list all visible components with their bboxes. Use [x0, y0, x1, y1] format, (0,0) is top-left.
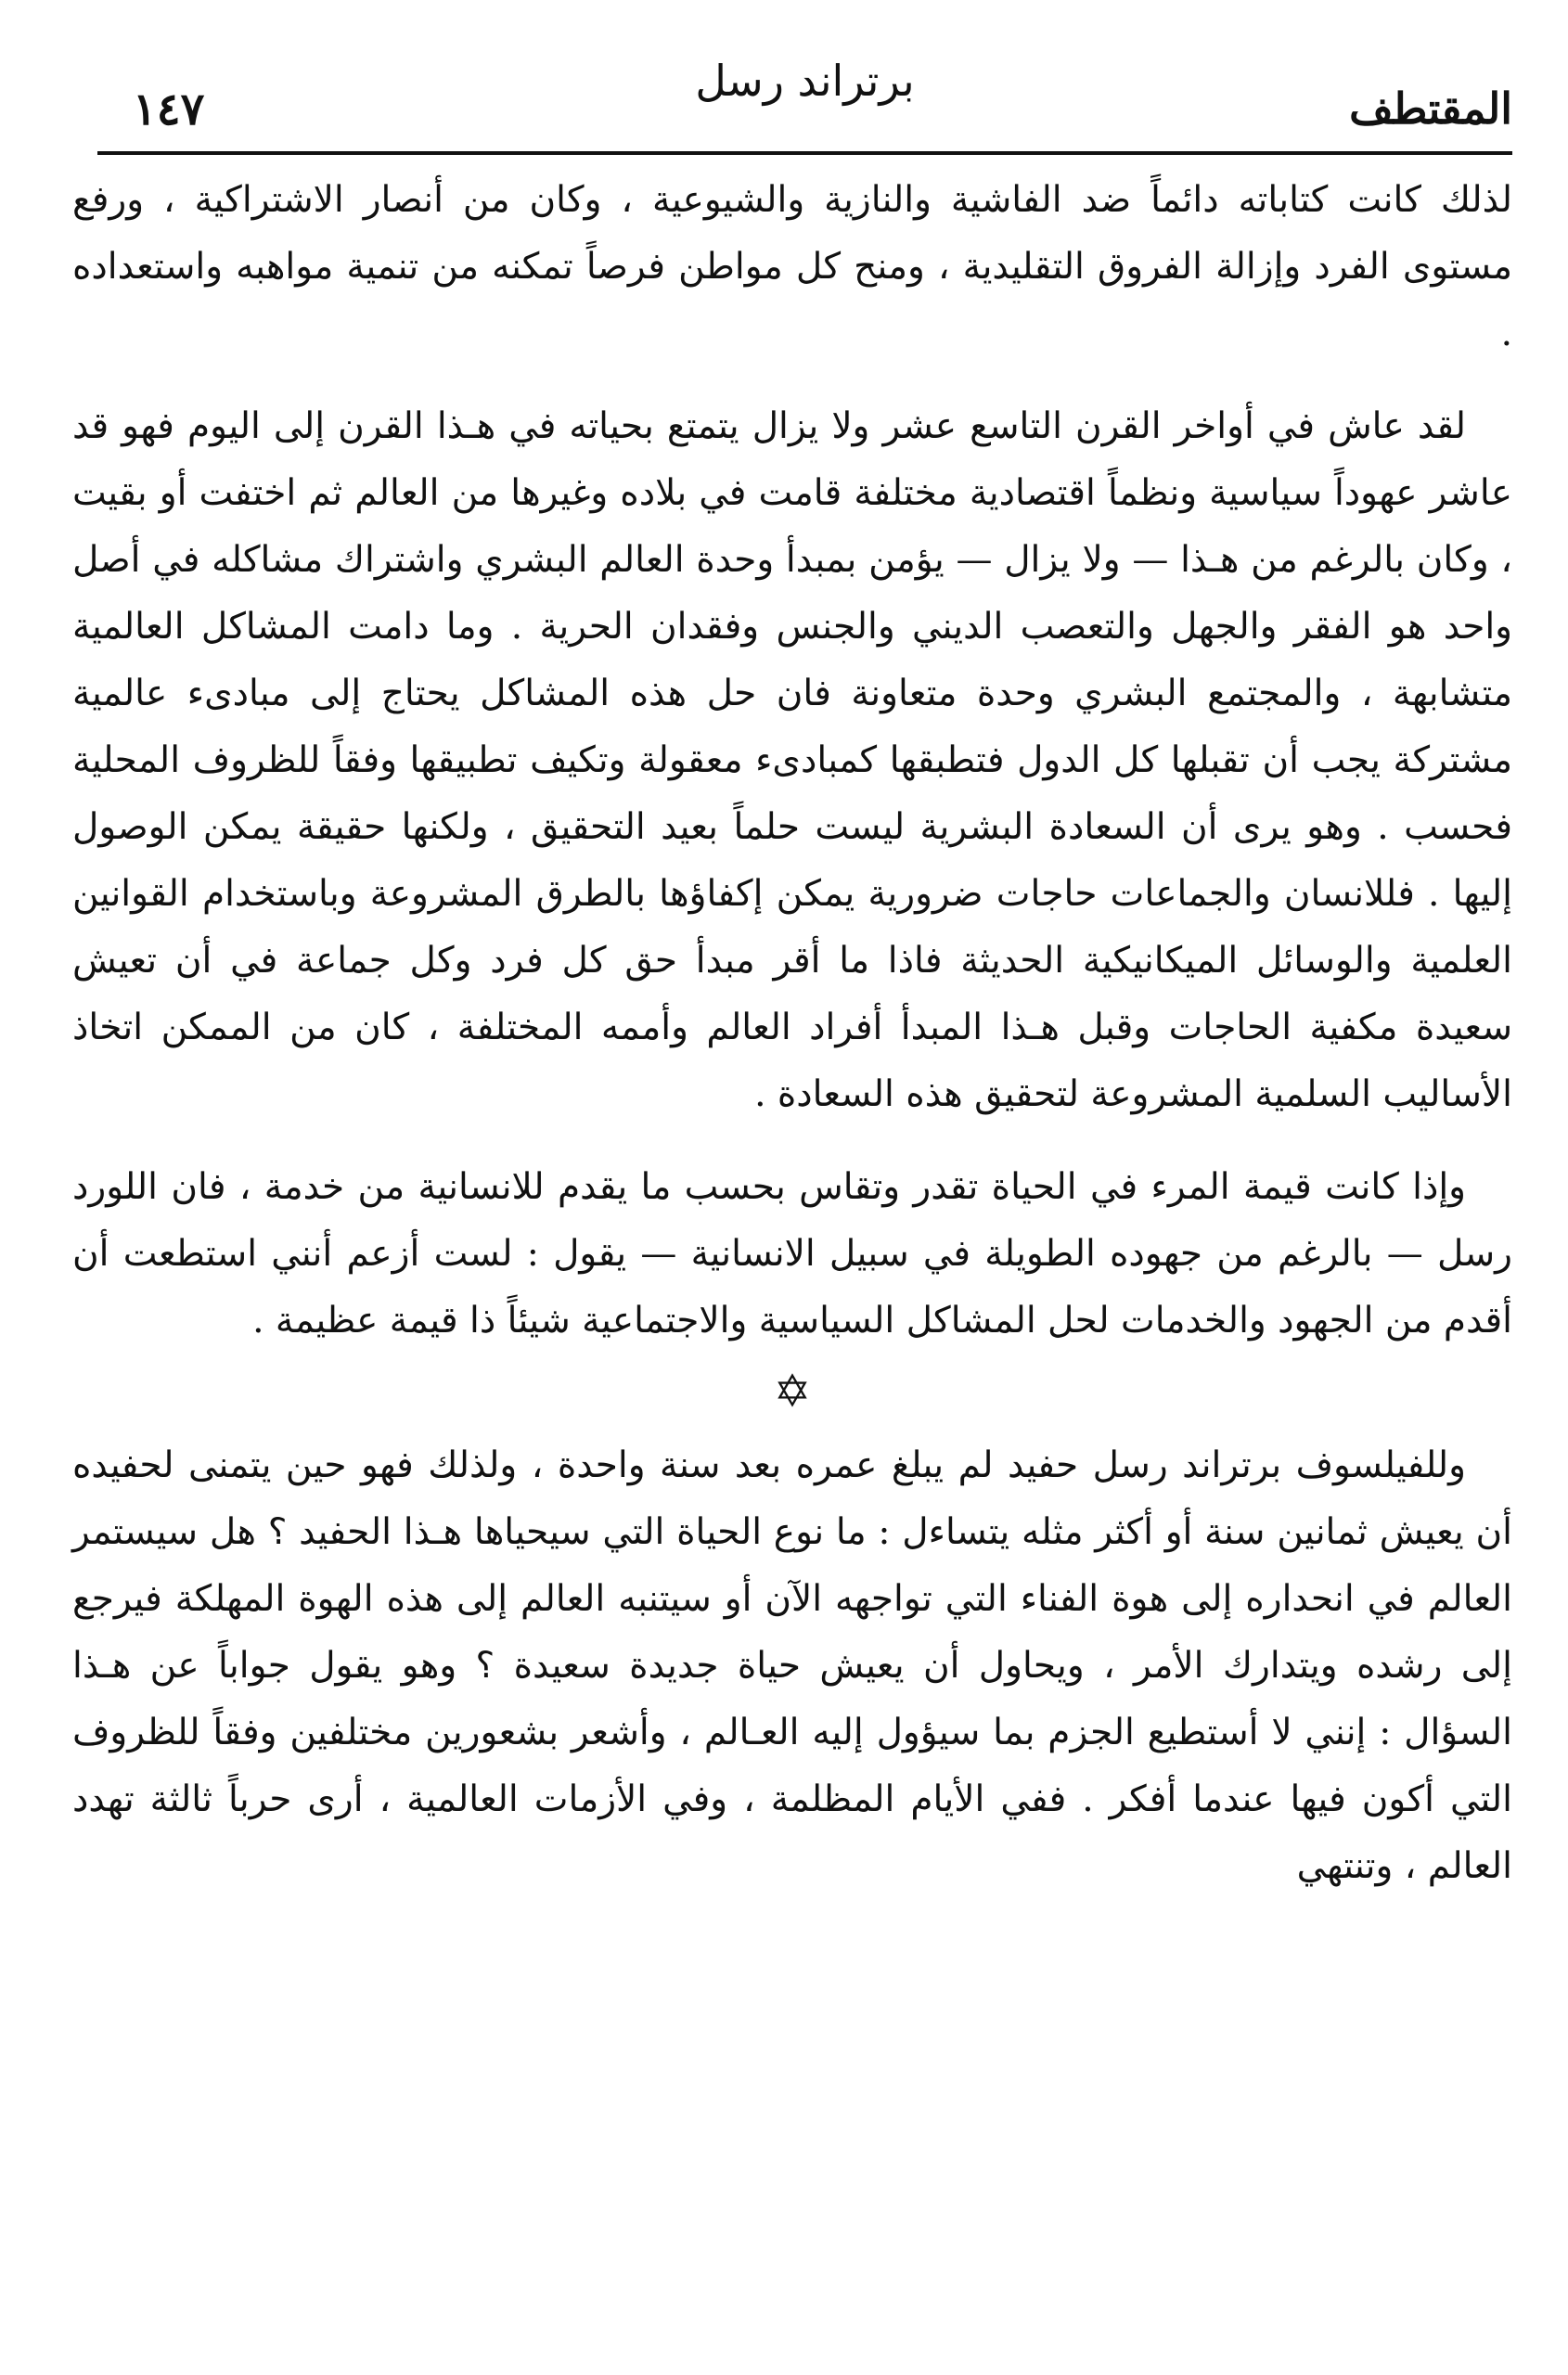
- page-number: ١٤٧: [133, 83, 205, 135]
- running-title: برتراند رسل: [695, 56, 915, 106]
- paragraph-gap: [72, 367, 1512, 393]
- journal-name: المقتطف: [1349, 83, 1512, 134]
- header-divider: [97, 151, 1512, 155]
- paragraph-4: وللفيلسوف برتراند رسل حفيد لم يبلغ عمره بعد سنة واحدة ، ولذلك فهو حين يتمنى لحفيده أن يعيش ثمانين سنة أو أكثر مثله يتساءل : ما نوع الحياة التي سيحياها هـذا الحفيد ؟ هل سيستمر العالم في انحداره إلى هوة الفناء التي تواجهه الآن أو سيتنبه العالم إلى هذه الهوة المهلكة فيرجع إلى رشده ويتدارك الأمر ، ويحاول أن يعيش حياة جديدة سعيدة ؟ وهو يقول جواباً عن هـذا السؤال : إنني لا أستطيع الجزم بما سيؤول إليه العـالم ، وأشعر بشعورين مختلفين وفقاً للظروف التي أكون فيها عندما أفكر . ففي الأيام المظلمة ، وفي الأزمات العالمية ، أرى حرباً ثالثة تهدد العالم ، وتنتهي: [72, 1444, 1512, 1887]
- paragraph-2: لقد عاش في أواخر القرن التاسع عشر ولا يزال يتمتع بحياته في هـذا القرن إلى اليوم فهو قد عاشر عهوداً سياسية ونظماً اقتصادية مختلفة قامت في بلاده وغيرها من العالم ثم اختفت أو بقيت ، وكان بالرغم من هـذا — ولا يزال — يؤمن بمبدأ وحدة العالم البشري واشتراك مشاكله في أصل واحد هو الفقر والجهل والتعصب الديني والجنس وفقدان الحرية . وما دامت المشاكل العالمية متشابهة ، والمجتمع البشري وحدة متعاونة فان حل هذه المشاكل يحتاج إلى مبادىء عالمية مشتركة يجب أن تقبلها كل الدول فتطبقها كمبادىء معقولة وتكيف تطبيقها وفقاً للظروف المحلية فحسب . وهو يرى أن السعادة البشرية ليست حلماً بعيد التحقيق ، ولكنها حقيقة يمكن الوصول إليها . فللانسان والجماعات حاجات ضرورية يمكن إكفاؤها بالطرق المشروعة وباستخدام القوانين العلمية والوسائل الميكانيكية الحديثة فاذا ما أقر مبدأ حق كل فرد وكل جماعة في أن تعيش سعيدة مكفية الحاجات وقبل هـذا المبدأ أفراد العالم وأممه المختلفة ، كان من الممكن اتخاذ الأساليب السلمية المشروعة لتحقيق هذه السعادة .: [72, 405, 1512, 1115]
- paragraph-3: وإذا كانت قيمة المرء في الحياة تقدر وتقاس بحسب ما يقدم للانسانية من خدمة ، فان اللورد رسل — بالرغم من جهوده الطويلة في سبيل الانسانية — يقول : لست أزعم أنني استطعت أن أقدم من الجهود والخدمات لحل المشاكل السياسية والاجتماعية شيئاً ذا قيمة عظيمة .: [72, 1166, 1512, 1342]
- paragraph-1: لذلك كانت كتاباته دائماً ضد الفاشية والنازية والشيوعية ، وكان من أنصار الاشتراكية ، ورفع مستوى الفرد وإزالة الفروق التقليدية ، ومنح كل مواطن فرصاً تمكنه من تنمية مواهبه واستعداده .: [72, 179, 1512, 354]
- paragraph-gap: [72, 1128, 1512, 1154]
- article-body: [72, 167, 1512, 1900]
- star-ornament-icon: ✡: [773, 1366, 812, 1418]
- page-header: [97, 56, 1512, 158]
